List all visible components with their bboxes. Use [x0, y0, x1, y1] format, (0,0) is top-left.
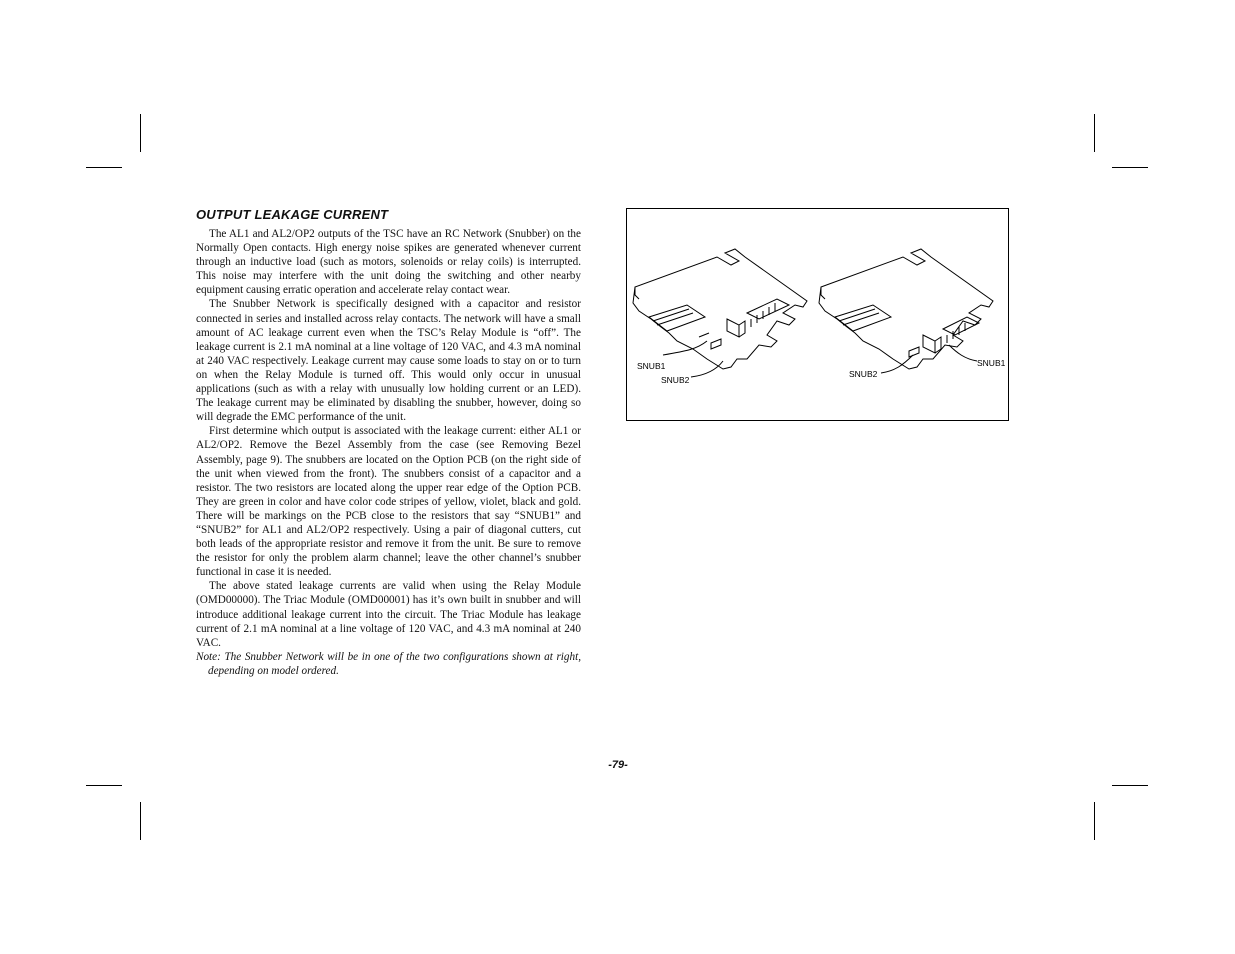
- page-number: -79-: [608, 759, 628, 771]
- note: Note: The Snubber Network will be in one of the two configurations shown at right, depending on model ordered.: [196, 650, 581, 677]
- figure-label: SNUB2: [661, 375, 690, 385]
- crop-mark: [140, 802, 141, 840]
- paragraph: The above stated leakage currents are valid when using the Relay Module (OMD00000). The Triac Module (OMD00001) has it’s own built in snubber and will introduce additional leakage current into the circuit. The Triac Module has leakage current of 2.1 mA nominal at a line voltage of 120 VAC, and 4.3 mA nominal at 240 VAC.: [196, 580, 581, 649]
- crop-mark: [1094, 114, 1095, 152]
- crop-mark: [1112, 167, 1148, 168]
- snubber-figure: [626, 208, 1009, 421]
- section-title: OUTPUT LEAKAGE CURRENT: [196, 207, 389, 222]
- paragraph: First determine which output is associated with the leakage current: either AL1 or AL2/OP2. Remove the Bezel Assembly from the case (see Removing Bezel Assembly, page 9). The snubbers are located on the Option PCB (on the right side of the unit when viewed from the front). The snubbers consist of a capacitor and a resistor. The two resistors are located along the upper rear edge of the Option PCB. They are green in color and have color code stripes of yellow, violet, black and gold. There will be markings on the PCB close to the resistors that say “SNUB1” and “SNUB2” for AL1 and AL2/OP2 respectively. Using a pair of diagonal cutters, cut both leads of the appropriate resistor and remove it from the unit. Be sure to remove the resistor for only the problem alarm channel; leave the other channel’s snubber functional in case it is needed.: [196, 425, 581, 579]
- figure-label: SNUB2: [849, 369, 878, 379]
- crop-mark: [140, 114, 141, 152]
- figure-label: SNUB1: [977, 358, 1006, 368]
- crop-mark: [1094, 802, 1095, 840]
- crop-mark: [86, 167, 122, 168]
- pcb-illustration: [627, 209, 1010, 422]
- pcb-board-left: [633, 249, 807, 369]
- crop-mark: [1112, 785, 1148, 786]
- pcb-board-right: [819, 249, 993, 369]
- leader-line: [663, 341, 723, 377]
- body-text: [196, 227, 581, 678]
- figure-label: SNUB1: [637, 361, 666, 371]
- paragraph: The Snubber Network is specifically designed with a capacitor and resistor connected in series and installed across relay contacts. The network will have a small amount of AC leakage current even when the TSC’s Relay Module is “off”. The leakage current is 2.1 mA nominal at a line voltage of 120 VAC, and 4.3 mA nominal at 240 VAC respectively. Leakage current may cause some loads to stay on or to turn on when the Relay Module is turned off. This would only occur in unusual applications (such as with a relay with unusually low holding current or an LED). The leakage current may be eliminated by disabling the snubber, however, doing so will degrade the EMC performance of the unit.: [196, 298, 581, 424]
- paragraph: The AL1 and AL2/OP2 outputs of the TSC have an RC Network (Snubber) on the Normally Open contacts. High energy noise spikes are generated whenever current through an inductive load (such as motors, solenoids or relay coils) is interrupted. This noise may interfere with the unit doing the switching and other nearby equipment causing erratic operation and accelerate relay contact wear.: [196, 228, 581, 297]
- crop-mark: [86, 785, 122, 786]
